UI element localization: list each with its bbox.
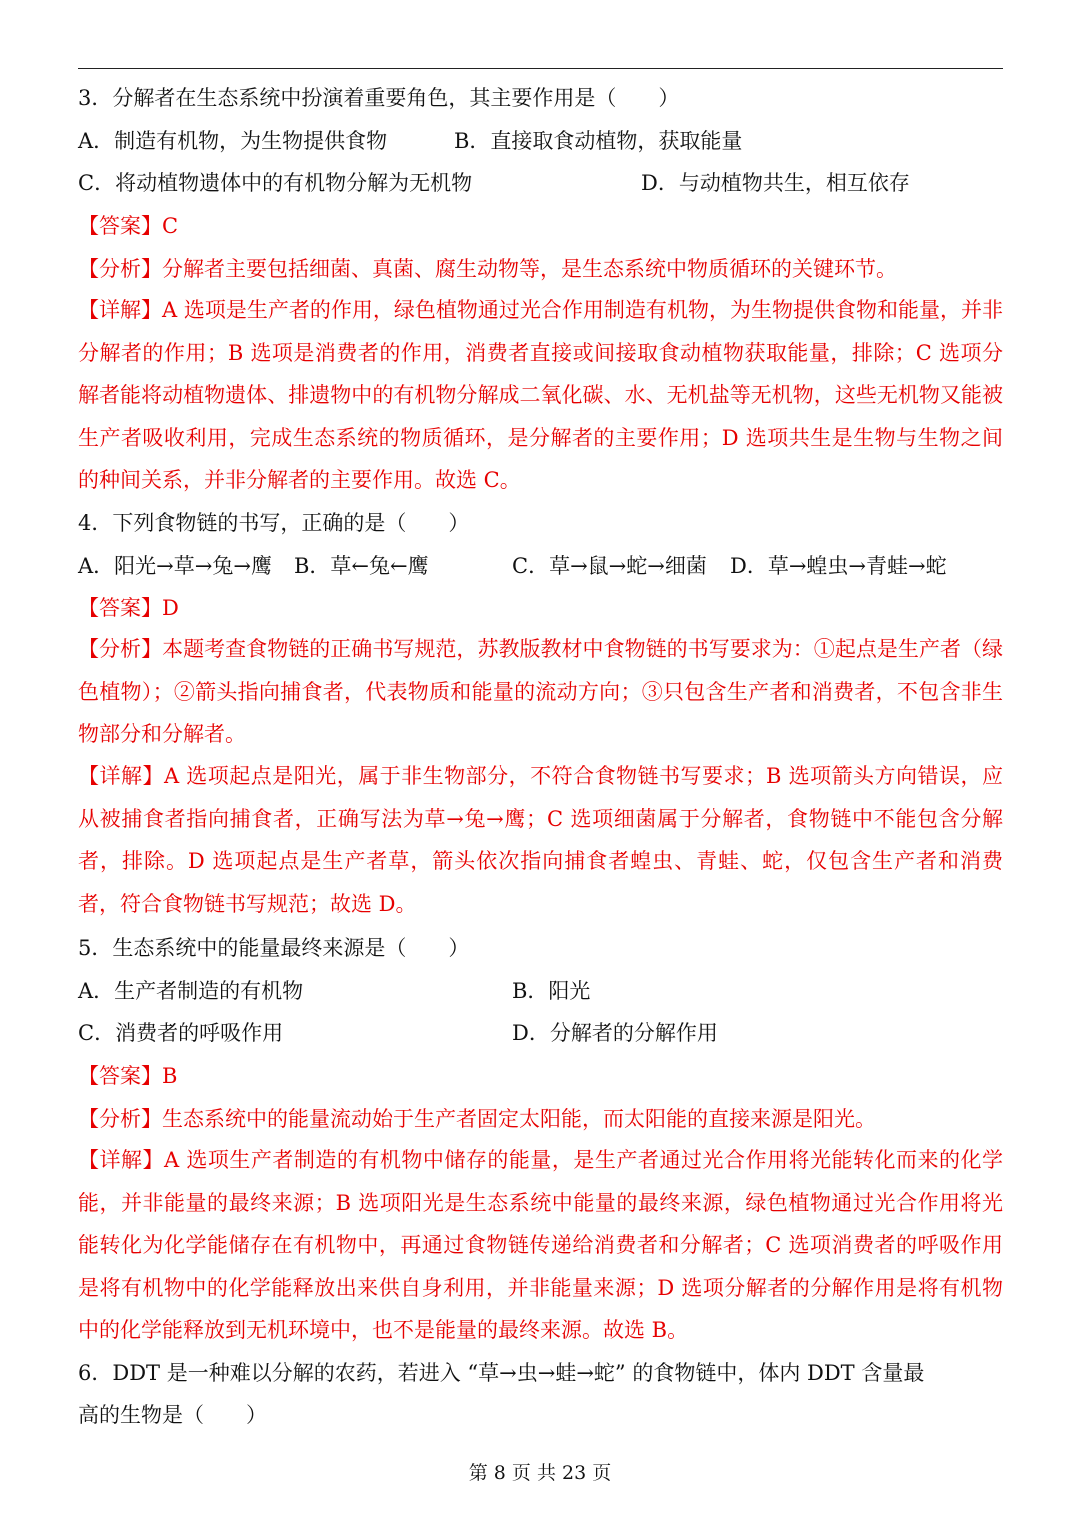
- header-rule: [78, 68, 1003, 69]
- question-3-option-c: C．将动植物遗体中的有机物分解为无机物: [78, 171, 473, 195]
- question-5-analysis: 【分析】生态系统中的能量流动始于生产者固定太阳能，而太阳能的直接来源是阳光。: [78, 1107, 876, 1131]
- question-5-option-c: C．消费者的呼吸作用: [78, 1021, 284, 1045]
- question-4-option-d: D．草→蝗虫→青蛙→蛇: [730, 554, 947, 578]
- question-6-stem-line-1: 6．DDT 是一种难以分解的农药，若进入 “草→虫→蛙→蛇” 的食物链中，体内 DDT 含量最: [78, 1361, 925, 1385]
- question-5-option-b: B．阳光: [512, 979, 591, 1003]
- question-6-stem-line-2: 高的生物是（ ）: [78, 1403, 267, 1427]
- question-3-detail: 【详解】A 选项是生产者的作用，绿色植物通过光合作用制造有机物，为生物提供食物和能量，并非分解者的作用；B 选项是消费者的作用，消费者直接或间接取食动植物获取能量，排除；C 选项分解者能将动植物遗体、排遗物中的有机物分解成二氧化碳、水、无机盐等无机物，这些无机物又能被生产者吸收利用，完成生态系统的物质循环，是分解者的主要作用；D 选项共生是生物与生物之间的种间关系，并非分解者的主要作用。故选 C。: [78, 298, 1003, 493]
- question-4-option-a: A．阳光→草→兔→鹰: [78, 554, 272, 578]
- question-3-stem: 3．分解者在生态系统中扮演着重要角色，其主要作用是（ ）: [78, 86, 680, 110]
- question-4-option-b: B．草←兔←鹰: [294, 554, 429, 578]
- question-5-answer: 【答案】B: [78, 1064, 178, 1088]
- question-4-option-c: C．草→鼠→蛇→细菌: [512, 554, 707, 578]
- question-4-analysis: 【分析】本题考查食物链的正确书写规范，苏教版教材中食物链的书写要求为：①起点是生产者（绿色植物）；②箭头指向捕食者，代表物质和能量的流动方向；③只包含生产者和消费者，不包含非生物部分和分解者。: [78, 637, 1003, 747]
- question-3-option-d: D．与动植物共生，相互依存: [641, 171, 910, 195]
- page-number-footer: 第 8 页 共 23 页: [468, 1462, 612, 1484]
- question-3-option-a: A．制造有机物，为生物提供食物: [78, 129, 388, 153]
- question-5-option-d: D．分解者的分解作用: [512, 1021, 718, 1045]
- question-5-option-a: A．生产者制造的有机物: [78, 979, 304, 1003]
- question-4-stem: 4．下列食物链的书写，正确的是（ ）: [78, 511, 470, 535]
- question-3-option-b: B．直接取食动植物，获取能量: [454, 129, 743, 153]
- question-4-detail: 【详解】A 选项起点是阳光，属于非生物部分，不符合食物链书写要求；B 选项箭头方向错误，应从被捕食者指向捕食者，正确写法为草→兔→鹰；C 选项细菌属于分解者，食物链中不能包含分解者，排除。D 选项起点是生产者草，箭头依次指向捕食者蝗虫、青蛙、蛇，仅包含生产者和消费者，符合食物链书写规范；故选 D。: [78, 764, 1003, 916]
- question-3-analysis: 【分析】分解者主要包括细菌、真菌、腐生动物等，是生态系统中物质循环的关键环节。: [78, 257, 897, 281]
- question-5-stem: 5．生态系统中的能量最终来源是（ ）: [78, 936, 470, 960]
- question-3-answer: 【答案】C: [78, 214, 179, 238]
- question-4-answer: 【答案】D: [78, 596, 179, 620]
- question-5-detail: 【详解】A 选项生产者制造的有机物中储存的能量，是生产者通过光合作用将光能转化而来的化学能，并非能量的最终来源；B 选项阳光是生态系统中能量的最终来源，绿色植物通过光合作用将光能转化为化学能储存在有机物中，再通过食物链传递给消费者和分解者；C 选项消费者的呼吸作用是将有机物中的化学能释放出来供自身利用，并非能量来源；D 选项分解者的分解作用是将有机物中的化学能释放到无机环境中，也不是能量的最终来源。故选 B。: [78, 1148, 1003, 1343]
